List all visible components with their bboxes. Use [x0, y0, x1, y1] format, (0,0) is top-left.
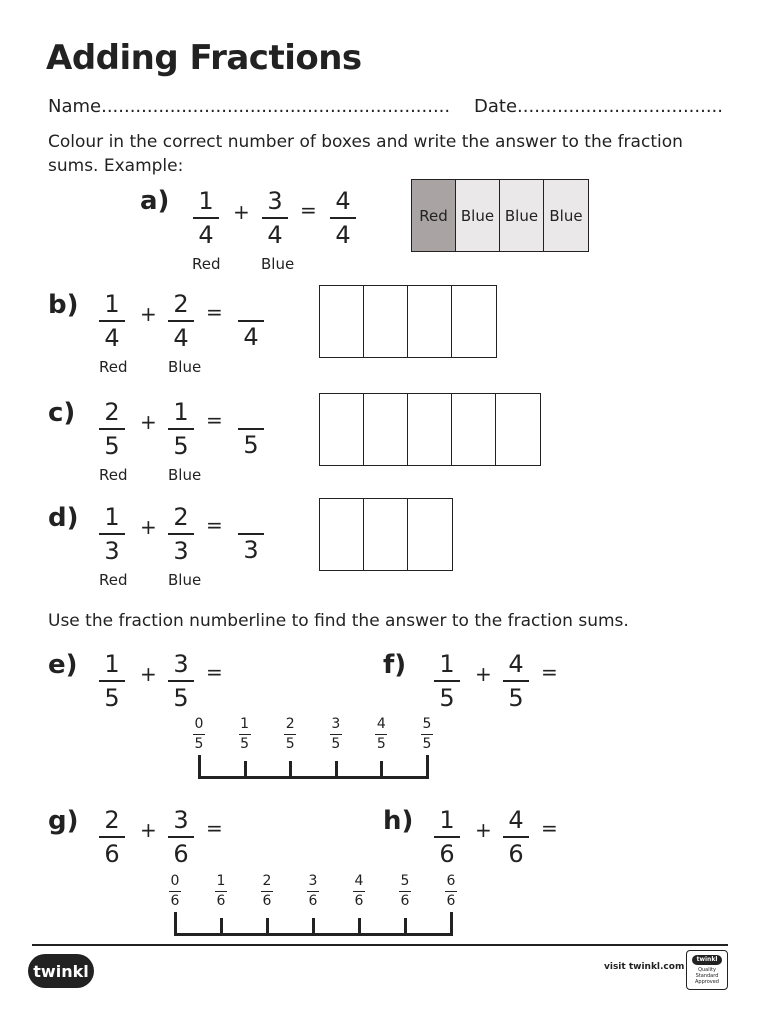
numerator: 2 [173, 503, 189, 531]
footer-divider [32, 944, 728, 946]
numberline-tick-label [231, 716, 259, 753]
question-d-fraction-1 [97, 502, 127, 566]
tick-numerator: 3 [308, 873, 318, 889]
tick-numerator: 6 [446, 873, 456, 889]
color-label-red: Red [99, 358, 128, 376]
fraction-box: Blue [500, 180, 544, 251]
fraction-bar [168, 836, 194, 838]
fraction-bar [99, 320, 125, 322]
fraction-box[interactable] [364, 394, 408, 465]
question-d-label: d) [48, 503, 79, 533]
denominator: 5 [104, 684, 120, 712]
numerator: 1 [104, 503, 120, 531]
tick-numerator: 1 [240, 716, 250, 732]
tick-denominator: 5 [331, 736, 341, 752]
denominator: 3 [173, 537, 189, 565]
question-c-boxes [319, 393, 541, 466]
tick-fraction-bar [375, 734, 387, 735]
fraction-bar [434, 680, 460, 682]
fraction-bar [330, 217, 356, 219]
tick-denominator: 6 [308, 893, 318, 909]
plus-sign: + [140, 662, 157, 686]
tick-numerator: 4 [354, 873, 364, 889]
tick-fraction-bar [330, 734, 342, 735]
quality-badge-icon [686, 950, 728, 990]
equals-sign: = [206, 513, 223, 537]
numerator: 4 [508, 650, 524, 678]
denominator: 6 [104, 840, 120, 868]
plus-sign: + [140, 818, 157, 842]
tick-fraction-bar [399, 891, 411, 892]
question-b-boxes [319, 285, 497, 358]
tick-denominator: 5 [285, 736, 295, 752]
numberline-axis [198, 776, 429, 779]
tick-denominator: 5 [422, 736, 432, 752]
numberline-tick-label [391, 873, 419, 910]
question-c-fraction-1 [97, 397, 127, 461]
question-b-fraction-2 [166, 289, 196, 353]
denominator: 6 [173, 840, 189, 868]
tick-numerator: 0 [194, 716, 204, 732]
tick-numerator: 1 [216, 873, 226, 889]
color-label-red: Red [99, 571, 128, 589]
numerator: 4 [508, 806, 524, 834]
denominator: 5 [439, 684, 455, 712]
fraction-box[interactable] [364, 286, 408, 357]
tick-denominator: 5 [194, 736, 204, 752]
plus-sign: + [475, 662, 492, 686]
equals-sign: = [206, 300, 223, 324]
tick-fraction-bar [445, 891, 457, 892]
fraction-bar [99, 533, 125, 535]
denominator: 4 [267, 221, 283, 249]
question-c-fraction-2 [166, 397, 196, 461]
fraction-bar [168, 680, 194, 682]
fraction-box[interactable] [320, 286, 364, 357]
numberline-tick-label [413, 716, 441, 753]
plus-sign: + [140, 302, 157, 326]
denominator: 4 [173, 324, 189, 352]
question-e-fraction-2 [166, 649, 196, 713]
plus-sign: + [475, 818, 492, 842]
question-d-answer[interactable] [236, 533, 266, 565]
question-c-label: c) [48, 398, 76, 428]
denominator: 4 [243, 323, 259, 351]
tick-fraction-bar [421, 734, 433, 735]
question-a-fraction-1 [191, 186, 221, 250]
tick-fraction-bar [215, 891, 227, 892]
numberline-tick-label [437, 873, 465, 910]
fraction-bar [434, 836, 460, 838]
numberline-tick-label [185, 716, 213, 753]
question-a-boxes [411, 179, 589, 252]
fraction-bar [503, 680, 529, 682]
fraction-box[interactable] [408, 499, 452, 570]
tick-numerator: 5 [400, 873, 410, 889]
numberline-fifths [185, 716, 445, 784]
twinkl-logo [28, 954, 94, 988]
denominator: 5 [243, 431, 259, 459]
question-g-label: g) [48, 806, 79, 836]
question-h-fraction-2 [501, 805, 531, 869]
denominator: 6 [508, 840, 524, 868]
tick-denominator: 6 [216, 893, 226, 909]
tick-denominator: 6 [354, 893, 364, 909]
question-f-fraction-2 [501, 649, 531, 713]
instruction-numberline: Use the fraction numberline to find the answer to the fraction sums. [48, 611, 629, 631]
equals-sign: = [541, 660, 558, 684]
denominator: 5 [173, 684, 189, 712]
instruction-boxes: Colour in the correct number of boxes and write the answer to the fraction sums. Example: [48, 132, 683, 176]
denominator: 5 [104, 432, 120, 460]
question-h-label: h) [383, 806, 414, 836]
tick-fraction-bar [169, 891, 181, 892]
plus-sign: + [140, 410, 157, 434]
tick-fraction-bar [307, 891, 319, 892]
fraction-box[interactable] [452, 394, 496, 465]
logo-text: twinkl [33, 961, 89, 981]
name-field[interactable]: Name............................................................. [48, 96, 451, 117]
equals-sign: = [206, 408, 223, 432]
tick-numerator: 2 [262, 873, 272, 889]
numberline-tick-label [322, 716, 350, 753]
fraction-box[interactable] [452, 286, 496, 357]
fraction-box[interactable] [320, 499, 364, 570]
denominator: 3 [104, 537, 120, 565]
question-e-label: e) [48, 650, 78, 680]
badge-brand: twinkl [692, 955, 722, 965]
numberline-axis [174, 933, 453, 936]
numerator: 3 [173, 650, 189, 678]
equals-sign: = [206, 816, 223, 840]
question-g-fraction-1 [97, 805, 127, 869]
numerator: 4 [335, 187, 351, 215]
denominator: 4 [198, 221, 214, 249]
tick-denominator: 5 [376, 736, 386, 752]
visit-link[interactable]: visit twinkl.com [604, 962, 685, 972]
question-g-fraction-2 [166, 805, 196, 869]
equals-sign: = [541, 816, 558, 840]
fraction-bar [99, 680, 125, 682]
badge-text: Quality Standard Approved [695, 967, 719, 985]
tick-fraction-bar [239, 734, 251, 735]
numberline-tick-label [367, 716, 395, 753]
question-b-label: b) [48, 290, 79, 320]
numerator: 2 [104, 398, 120, 426]
plus-sign: + [140, 515, 157, 539]
fraction-bar [168, 533, 194, 535]
numberline-tick-label [253, 873, 281, 910]
tick-denominator: 6 [170, 893, 180, 909]
tick-denominator: 6 [446, 893, 456, 909]
color-label-blue: Blue [168, 358, 202, 376]
question-e-fraction-1 [97, 649, 127, 713]
numberline-tick-label [276, 716, 304, 753]
fraction-bar [99, 428, 125, 430]
numerator: 1 [173, 398, 189, 426]
tick-fraction-bar [261, 891, 273, 892]
question-d-boxes [319, 498, 453, 571]
fraction-bar [168, 428, 194, 430]
denominator: 4 [335, 221, 351, 249]
numberline-sixths [160, 873, 470, 941]
equals-sign: = [206, 660, 223, 684]
numberline-tick-label [161, 873, 189, 910]
color-label-red: Red [99, 466, 128, 484]
color-label-blue: Blue [168, 466, 202, 484]
fraction-box: Blue [456, 180, 500, 251]
question-b-fraction-1 [97, 289, 127, 353]
fraction-bar [168, 320, 194, 322]
tick-numerator: 0 [170, 873, 180, 889]
tick-denominator: 6 [262, 893, 272, 909]
tick-denominator: 6 [400, 893, 410, 909]
tick-numerator: 5 [422, 716, 432, 732]
question-f-label: f) [383, 650, 407, 680]
date-field[interactable]: Date.................................... [474, 96, 724, 117]
color-label-red: Red [192, 255, 221, 273]
equals-sign: = [300, 198, 317, 222]
color-label-blue: Blue [168, 571, 202, 589]
page-title: Adding Fractions [46, 38, 362, 78]
numerator: 1 [198, 187, 214, 215]
numerator: 2 [173, 290, 189, 318]
question-a-answer [328, 186, 358, 250]
tick-numerator: 2 [285, 716, 295, 732]
question-b-answer[interactable] [236, 320, 266, 352]
tick-fraction-bar [193, 734, 205, 735]
fraction-box[interactable] [364, 499, 408, 570]
tick-numerator: 4 [376, 716, 386, 732]
numberline-tick-label [345, 873, 373, 910]
tick-denominator: 5 [240, 736, 250, 752]
tick-fraction-bar [284, 734, 296, 735]
numerator: 2 [104, 806, 120, 834]
fraction-box: Blue [544, 180, 588, 251]
denominator: 3 [243, 536, 259, 564]
fraction-box[interactable] [320, 394, 364, 465]
question-a-fraction-2 [260, 186, 290, 250]
numerator: 3 [173, 806, 189, 834]
tick-numerator: 3 [331, 716, 341, 732]
denominator: 5 [173, 432, 189, 460]
numberline-tick-label [299, 873, 327, 910]
numerator: 1 [439, 650, 455, 678]
denominator: 6 [439, 840, 455, 868]
question-d-fraction-2 [166, 502, 196, 566]
fraction-box[interactable] [496, 394, 540, 465]
numerator: 1 [104, 290, 120, 318]
fraction-bar [262, 217, 288, 219]
question-c-answer[interactable] [236, 428, 266, 460]
fraction-box[interactable] [408, 394, 452, 465]
fraction-bar [503, 836, 529, 838]
denominator: 5 [508, 684, 524, 712]
plus-sign: + [233, 200, 250, 224]
fraction-bar [193, 217, 219, 219]
numerator: 3 [267, 187, 283, 215]
color-label-blue: Blue [261, 255, 295, 273]
denominator: 4 [104, 324, 120, 352]
numerator: 1 [439, 806, 455, 834]
numerator: 1 [104, 650, 120, 678]
fraction-box: Red [412, 180, 456, 251]
numberline-tick-label [207, 873, 235, 910]
tick-fraction-bar [353, 891, 365, 892]
question-f-fraction-1 [432, 649, 462, 713]
question-a-label: a) [140, 186, 170, 216]
fraction-bar [99, 836, 125, 838]
question-h-fraction-1 [432, 805, 462, 869]
fraction-box[interactable] [408, 286, 452, 357]
